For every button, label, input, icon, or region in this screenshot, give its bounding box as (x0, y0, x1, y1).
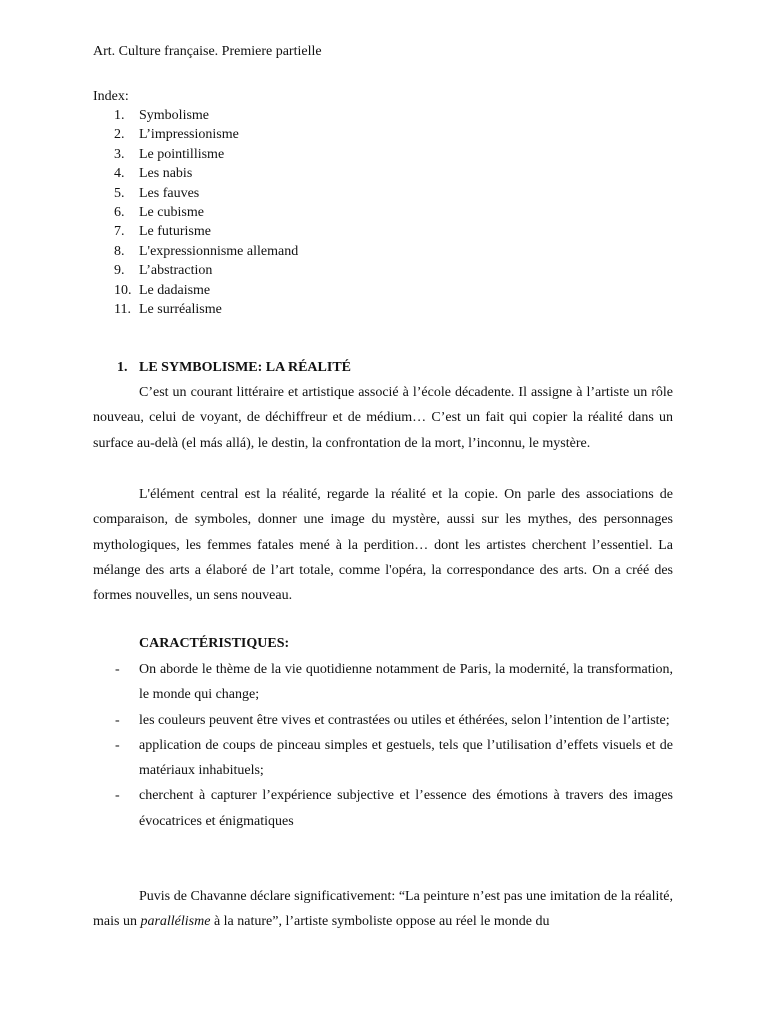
quote-emphasis: parallélisme (140, 914, 211, 930)
section-number: 1. (117, 360, 128, 375)
paragraph-text: C’est un courant littéraire et artistique associé à l’école décadente. Il assigne à l’artiste un rôle nouveau, celui de voyant, de déchiffreur et de médium… C’est un fait qui copier la réalité dans un surface au-delà (el más allá), le destin, la confrontation de la mort, l’inconnu, le mystère. (93, 385, 673, 451)
list-item-text: On aborde le thème de la vie quotidienne notamment de Paris, la modernité, la transformation, le monde qui change; (139, 662, 673, 703)
list-item (93, 657, 673, 708)
paragraph-text (93, 884, 673, 935)
index-item-label: Symbolisme (139, 108, 210, 123)
bullet-dash: - (115, 712, 120, 728)
index-item (114, 203, 298, 222)
list-item (93, 708, 673, 733)
index-item-number: 4. (114, 166, 125, 182)
list-item-text: application de coups de pinceau simples et gestuels, tels que l’utilisation d’effets visuels et de matériaux inhabituels; (139, 737, 673, 779)
quote-text-after: à la nature”, l’artiste symboliste oppose au réel le monde du (210, 914, 550, 930)
index-item (114, 242, 298, 261)
index-item-label: Les nabis (139, 166, 193, 182)
characteristics-list (93, 657, 673, 834)
section-title (117, 359, 351, 377)
index-item (114, 281, 298, 300)
bullet-dash: - (115, 662, 120, 677)
bullet-dash: - (115, 737, 120, 753)
index-item (114, 184, 298, 203)
index-item-number: 3. (114, 146, 125, 162)
quote-text-before: Puvis de Chavanne déclare significativement: “La peinture n’est pas une imitation de la réalité, mais un (93, 889, 673, 930)
index-item-label: Le cubisme (139, 204, 204, 220)
section-paragraph-2 (93, 482, 673, 608)
quote-paragraph (93, 884, 673, 935)
index-item-number: 8. (114, 243, 125, 259)
index-item-number: 10. (114, 282, 132, 298)
index-item (114, 106, 298, 125)
section-title-text: LE SYMBOLISME: LA RÉALITÉ (139, 360, 351, 375)
document-header: Art. Culture française. Premiere partielle (93, 44, 322, 59)
index-item-number: 6. (114, 204, 125, 220)
index-item-label: L'expressionnisme allemand (139, 243, 299, 259)
characteristics-heading: CARACTÉRISTIQUES: (139, 636, 290, 651)
index-item-label: L’abstraction (139, 263, 213, 279)
index-item (114, 164, 298, 183)
index-item-number: 2. (114, 127, 125, 143)
index-label: Index: (93, 89, 129, 104)
index-item (114, 145, 298, 164)
index-item-label: Les fauves (139, 185, 200, 201)
list-item (93, 733, 673, 784)
index-item-label: Le dadaisme (139, 282, 211, 298)
index-item (114, 300, 298, 319)
list-item-text: les couleurs peuvent être vives et contrastées ou utiles et éthérées, selon l’intention de l’artiste; (139, 712, 670, 728)
paragraph-text: L'élément central est la réalité, regarde la réalité et la copie. On parle des associations de comparaison, de symboles, donner une image du mystère, aussi sur les mythes, des personnages mythologiques, les femmes fatales mené à la perdition… dont les artistes cherchent l’essentiel. La mélange des arts a élaboré de l’art totale, comme l'opéra, la correspondance des arts. On a créé des formes nouvelles, un sens nouveau. (93, 487, 673, 604)
index-item-number: 9. (114, 263, 125, 279)
index-item-label: Le futurisme (139, 224, 211, 240)
index-item-number: 1. (114, 108, 125, 123)
list-item (93, 783, 673, 834)
bullet-dash: - (115, 788, 120, 804)
section-paragraph-1 (93, 380, 673, 456)
index-item-label: Le pointillisme (139, 146, 225, 162)
index-item (114, 261, 298, 280)
index-item-number: 11. (114, 301, 131, 317)
index-list (114, 106, 298, 319)
index-item (114, 222, 298, 241)
index-item (114, 125, 298, 144)
index-item-label: Le surréalisme (139, 301, 222, 317)
list-item-text: cherchent à capturer l’expérience subjective et l’essence des émotions à travers des images évocatrices et énigmatiques (139, 788, 673, 829)
index-item-label: L’impressionisme (139, 127, 239, 143)
index-item-number: 7. (114, 224, 125, 240)
index-item-number: 5. (114, 185, 125, 201)
